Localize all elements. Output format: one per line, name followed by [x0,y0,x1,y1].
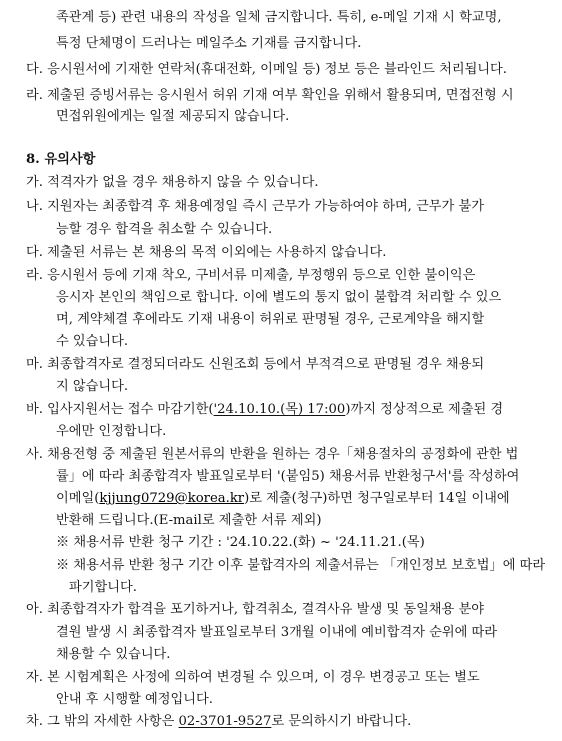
item-sa-text-post: )로 제출(청구)하면 청구일로부터 14일 이내에 [244,491,510,506]
item-ba-text-pre: 바. 입사지원서는 접수 마감기한( [26,402,214,417]
item-ma-line-2: 지 않습니다. [56,379,129,394]
intro-line-1: 족관계 등) 관련 내용의 작성을 일체 금지합니다. 특히, e-메일 기재 시 학교명, [56,10,502,25]
item-cha-text-post: 로 문의하시기 바랍니다. [271,714,412,729]
item-cha-text-pre: 차. 그 밖의 자세한 사항은 [26,714,179,729]
item-a-line-2: 결원 발생 시 최종합격자 발표일로부터 3개월 이내에 예비합격자 순위에 따라 [56,625,498,640]
intro-item-da: 다. 응시원서에 기재한 연락처(휴대전화, 이메일 등) 정보 등은 블라인드 처리됩니다. [26,62,507,77]
item-ja-line-1: 자. 본 시험계획은 사정에 의하여 변경될 수 있으며, 이 경우 변경공고 또는 별도 [26,670,480,685]
item-a-line-1: 아. 최종합격자가 합격을 포기하거나, 합격취소, 결격사유 발생 및 동일채용 분야 [26,602,484,617]
application-deadline: '24.10.10.(목) 17:00 [213,402,346,417]
item-ga: 가. 적격자가 없을 경우 채용하지 않을 수 있습니다. [26,175,319,190]
item-na-line-2: 능할 경우 합격을 취소할 수 있습니다. [56,222,273,237]
item-na-line-1: 나. 지원자는 최종합격 후 채용예정일 즉시 근무가 가능하여야 하며, 근무가 불가 [26,199,484,214]
intro-line-2: 특정 단체명이 드러나는 메일주소 기재를 금지합니다. [56,36,362,51]
item-sa-text-pre: 이메일( [56,491,100,506]
section-title: 8. 유의사항 [26,152,96,167]
note-disposal-line-2: 파기합니다. [69,580,137,595]
item-sa-line-1: 사. 채용전형 중 제출된 원본서류의 반환을 원하는 경우「채용절차의 공정화에 관한 법 [26,447,519,462]
intro-item-ra-line-1: 라. 제출된 증빙서류는 응시원서 허위 기재 여부 확인을 위해서 활용되며, 면접전형 시 [26,88,514,103]
item-a-line-3: 채용할 수 있습니다. [56,647,171,662]
item-cha [26,714,411,730]
item-ba-line-2: 우에만 인정합니다. [56,424,167,439]
item-ra-line-1: 라. 응시원서 등에 기재 착오, 구비서류 미제출, 부정행위 등으로 인한 불이익은 [26,268,476,283]
note-disposal-line-1: ※ 채용서류 반환 청구 기간 이후 불합격자의 제출서류는 「개인정보 보호법」에 따라 [56,558,546,573]
item-ja-line-2: 안내 후 시행할 예정입니다. [56,692,213,707]
item-sa-line-4: 반환해 드립니다.(E-mail로 제출한 서류 제외) [56,513,322,528]
contact-phone: 02-3701-9527 [178,714,272,729]
item-ra-line-2: 응시자 본인의 책임으로 합니다. 이에 별도의 통지 없이 불합격 처리할 수 있으 [56,290,502,305]
item-ra-line-4: 수 있습니다. [56,334,129,349]
intro-item-ra-line-2: 면접위원에게는 일절 제공되지 않습니다. [56,109,290,124]
item-ra-line-3: 며, 계약체결 후에라도 기재 내용이 허위로 판명될 경우, 근로계약을 해지할 [56,312,485,327]
contact-email-link[interactable]: kjjung0729@korea.kr [99,491,245,506]
item-da: 다. 제출된 서류는 본 채용의 목적 이외에는 사용하지 않습니다. [26,245,387,260]
note-return-period: ※ 채용서류 반환 청구 기간 : '24.10.22.(화) ~ '24.11.21.(목) [56,535,425,550]
item-ba-line-1 [26,402,503,418]
item-ma-line-1: 마. 최종합격자로 결정되더라도 신원조회 등에서 부적격으로 판명될 경우 채용되 [26,357,485,372]
item-ba-text-post: )까지 정상적으로 제출된 경 [345,402,504,417]
item-sa-line-3 [56,491,510,507]
item-sa-line-2: 률」에 따라 최종합격자 발표일로부터 '(붙임5) 채용서류 반환청구서'를 작성하여 [56,469,520,484]
